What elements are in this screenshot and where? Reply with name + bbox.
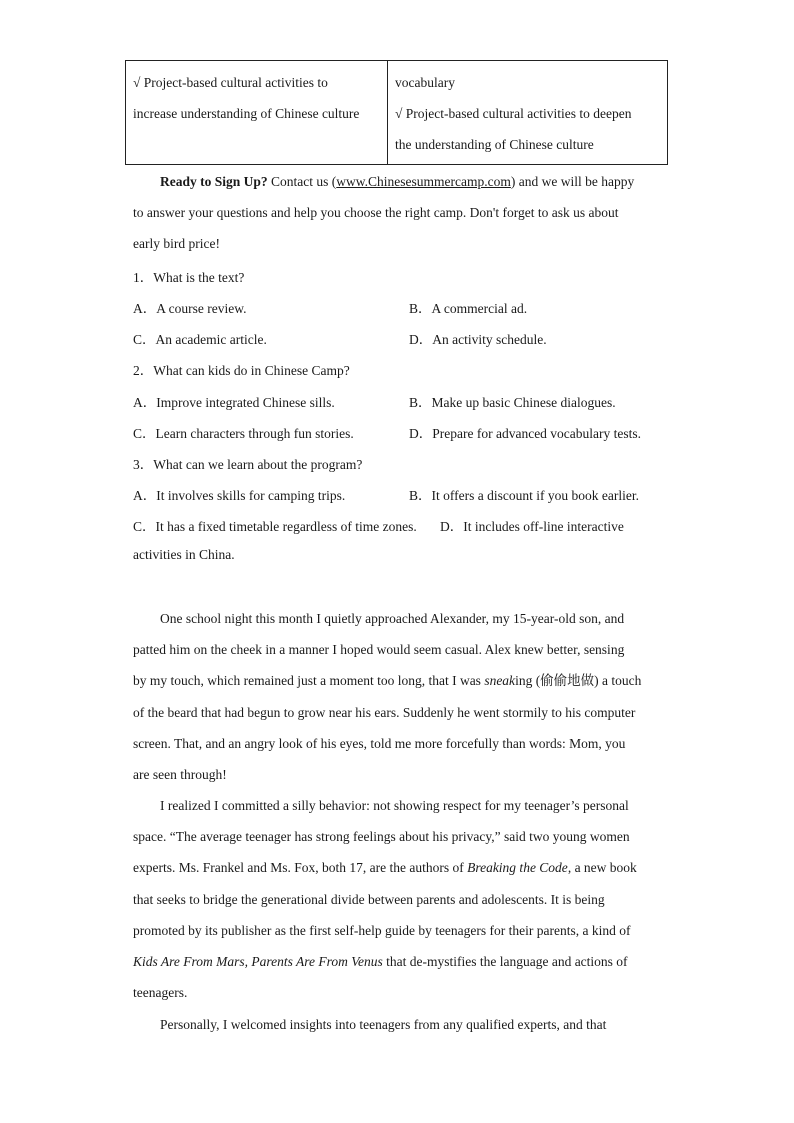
question-3-option-c[interactable]: C．It has a fixed timetable regardless of time zones. bbox=[133, 519, 417, 534]
question-1-option-a[interactable]: A．A course review. bbox=[133, 301, 247, 316]
passage-line bbox=[133, 946, 663, 977]
passage-line bbox=[133, 852, 663, 883]
table-cell-line: the understanding of Chinese culture bbox=[395, 137, 594, 152]
passage-line: space. “The average teenager has strong feelings about his privacy,” said two young women bbox=[133, 829, 630, 845]
feature-table bbox=[125, 60, 668, 165]
table-cell-line: vocabulary bbox=[395, 75, 455, 90]
table-cell-line: √ Project-based cultural activities to bbox=[133, 75, 328, 90]
passage-line bbox=[133, 665, 663, 696]
passage-line: One school night this month I quietly approached Alexander, my 15-year-old son, and bbox=[160, 611, 625, 626]
book-title: Breaking the Code bbox=[467, 860, 568, 876]
signup-text: Contact us ( bbox=[267, 174, 337, 189]
passage-text: that de-mystifies the language and actions of bbox=[382, 954, 628, 970]
table-cell-line: √ Project-based cultural activities to deepen bbox=[395, 106, 632, 121]
passage-line: that seeks to bridge the generational divide between parents and adolescents. It is being bbox=[133, 891, 605, 907]
passage-line: of the beard that had begun to grow near his ears. Suddenly he went stormily to his computer bbox=[133, 704, 636, 720]
question-1-option-b[interactable]: B．A commercial ad. bbox=[409, 301, 528, 316]
passage-line: promoted by its publisher as the first self-help guide by teenagers for their parents, a kind of bbox=[133, 922, 631, 938]
question-2-stem: 2．What can kids do in Chinese Camp? bbox=[133, 363, 350, 378]
question-2-option-a[interactable]: A．Improve integrated Chinese sills. bbox=[133, 395, 335, 410]
passage-paragraph-2 bbox=[133, 790, 663, 1008]
passage-line: screen. That, and an angry look of his eyes, told me more forcefully than words: Mom, you bbox=[133, 735, 626, 751]
question-3-option-d-cont: activities in China. bbox=[133, 547, 235, 562]
passage-text: , a new book bbox=[567, 860, 637, 876]
signup-paragraph bbox=[133, 166, 663, 260]
question-3-option-d[interactable]: D．It includes off-line interactive bbox=[440, 519, 624, 534]
table-cell-right bbox=[388, 61, 668, 165]
signup-line: early bird price! bbox=[133, 236, 220, 252]
passage-line: I realized I committed a silly behavior: not showing respect for my teenager’s personal bbox=[160, 798, 629, 813]
passage-text: by my touch, which remained just a moment too long, that I was bbox=[133, 673, 485, 689]
passage-text: ing (偷偷地做) a touch bbox=[515, 673, 642, 689]
table-cell-line: increase understanding of Chinese culture bbox=[133, 106, 360, 121]
question-1-option-d[interactable]: D．An activity schedule. bbox=[409, 332, 547, 347]
passage-line: are seen through! bbox=[133, 767, 227, 783]
table-row bbox=[126, 61, 668, 165]
signup-line bbox=[133, 166, 663, 197]
signup-line: to answer your questions and help you choose the right camp. Don't forget to ask us about bbox=[133, 205, 619, 221]
question-1-option-c[interactable]: C．An academic article. bbox=[133, 332, 267, 347]
passage-text: experts. Ms. Frankel and Ms. Fox, both 17, are the authors of bbox=[133, 860, 468, 876]
passage-line: teenagers. bbox=[133, 985, 188, 1001]
website-link[interactable]: www.Chinesesummercamp.com bbox=[336, 174, 511, 189]
question-3-option-b[interactable]: B．It offers a discount if you book earlier. bbox=[409, 488, 639, 503]
question-1-stem: 1．What is the text? bbox=[133, 270, 245, 285]
passage-paragraph-1 bbox=[133, 603, 663, 790]
signup-text: ) and we will be happy bbox=[510, 174, 635, 189]
signup-heading: Ready to Sign Up? bbox=[160, 174, 268, 189]
question-2-option-b[interactable]: B．Make up basic Chinese dialogues. bbox=[409, 395, 616, 410]
passage-paragraph-3 bbox=[133, 1009, 663, 1040]
book-title: Kids Are From Mars, Parents Are From Venus bbox=[133, 954, 383, 970]
passage-line: patted him on the cheek in a manner I hoped would seem casual. Alex knew better, sensing bbox=[133, 642, 625, 658]
question-2-option-c[interactable]: C．Learn characters through fun stories. bbox=[133, 426, 354, 441]
table-cell-left bbox=[126, 61, 388, 165]
question-3-stem: 3．What can we learn about the program? bbox=[133, 457, 363, 472]
italic-word: sneak bbox=[484, 673, 516, 689]
passage-line: Personally, I welcomed insights into teenagers from any qualified experts, and that bbox=[160, 1017, 607, 1032]
question-3-option-a[interactable]: A．It involves skills for camping trips. bbox=[133, 488, 346, 503]
question-2-option-d[interactable]: D．Prepare for advanced vocabulary tests. bbox=[409, 426, 642, 441]
